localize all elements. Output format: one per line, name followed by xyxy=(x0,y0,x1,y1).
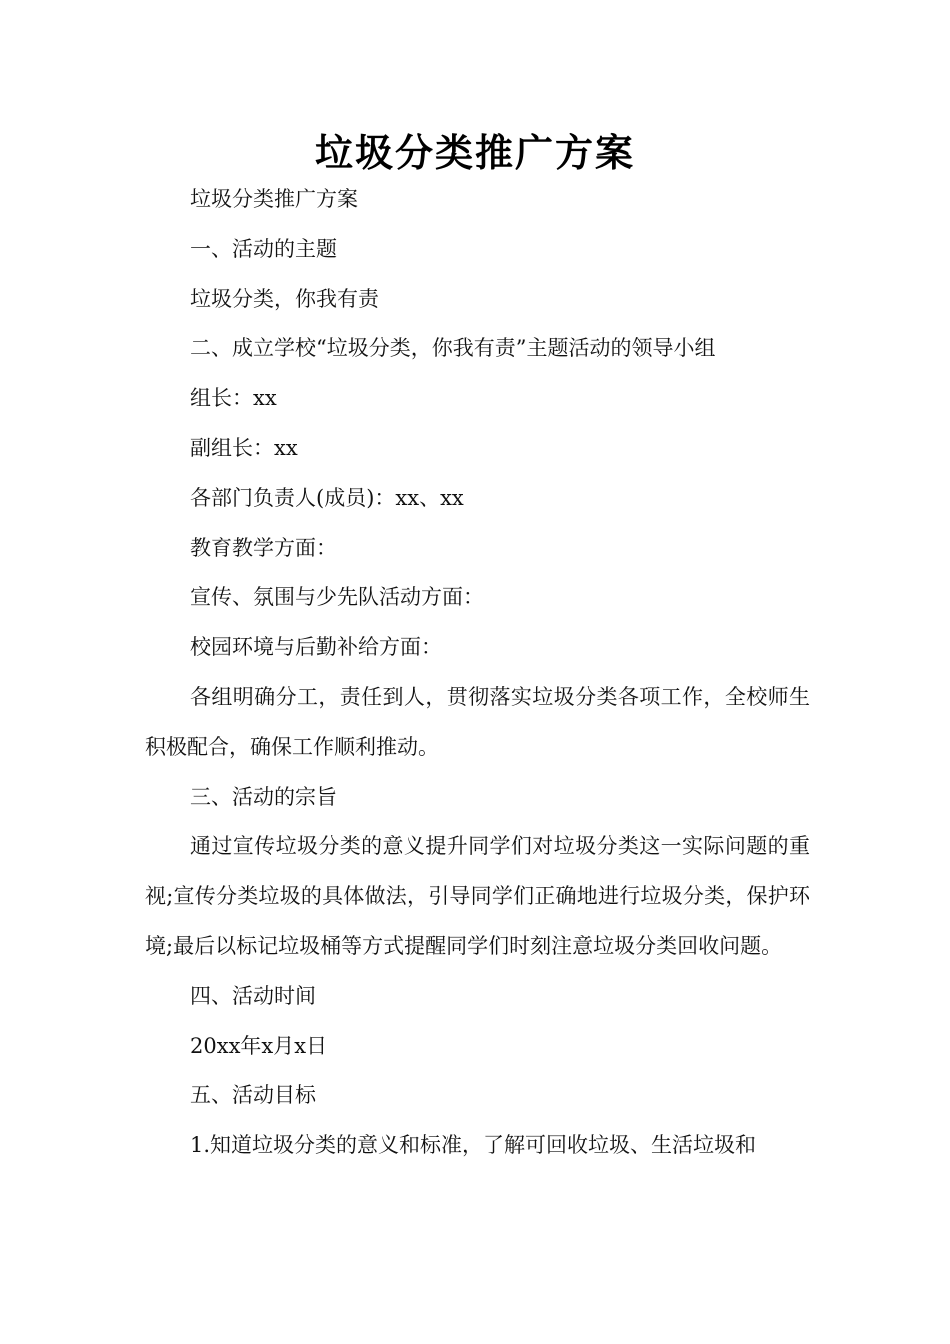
heading-theme: 一、活动的主题 xyxy=(190,236,337,261)
heading-purpose: 三、活动的宗旨 xyxy=(190,784,337,809)
paragraph-members: 各部门负责人(成员)：xx、xx xyxy=(190,485,464,510)
paragraph-division: 各组明确分工，责任到人，贯彻落实垃圾分类各项工作，全校师生积极配合，确保工作顺利推动。 xyxy=(145,684,810,759)
paragraph-publicity: 宣传、氛围与少先队活动方面： xyxy=(190,585,484,610)
heading-time: 四、活动时间 xyxy=(190,983,316,1008)
paragraph-goal-1: 1.知道垃圾分类的意义和标准，了解可回收垃圾、生活垃圾和 xyxy=(190,1133,757,1158)
paragraph-purpose: 通过宣传垃圾分类的意义提升同学们对垃圾分类这一实际问题的重视;宣传分类垃圾的具体做法，引导同学们正确地进行垃圾分类，保护环境;最后以标记垃圾桶等方式提醒同学们时刻注意垃圾分类回收问题。 xyxy=(145,834,810,958)
document-title: 垃圾分类推广方案 xyxy=(314,131,635,175)
heading-goals: 五、活动目标 xyxy=(190,1083,316,1108)
paragraph-theme: 垃圾分类，你我有责 xyxy=(190,286,379,311)
paragraph-leader: 组长：xx xyxy=(190,386,277,411)
paragraph-date: 20xx年x月x日 xyxy=(190,1033,328,1058)
paragraph-campus: 校园环境与后勤补给方面： xyxy=(190,635,442,660)
paragraph-subtitle: 垃圾分类推广方案 xyxy=(190,187,358,211)
paragraph-deputy-leader: 副组长：xx xyxy=(190,435,298,460)
heading-leadership: 二、成立学校“垃圾分类，你我有责”主题活动的领导小组 xyxy=(190,336,716,361)
paragraph-education: 教育教学方面： xyxy=(190,535,337,560)
document-body xyxy=(145,175,810,1171)
